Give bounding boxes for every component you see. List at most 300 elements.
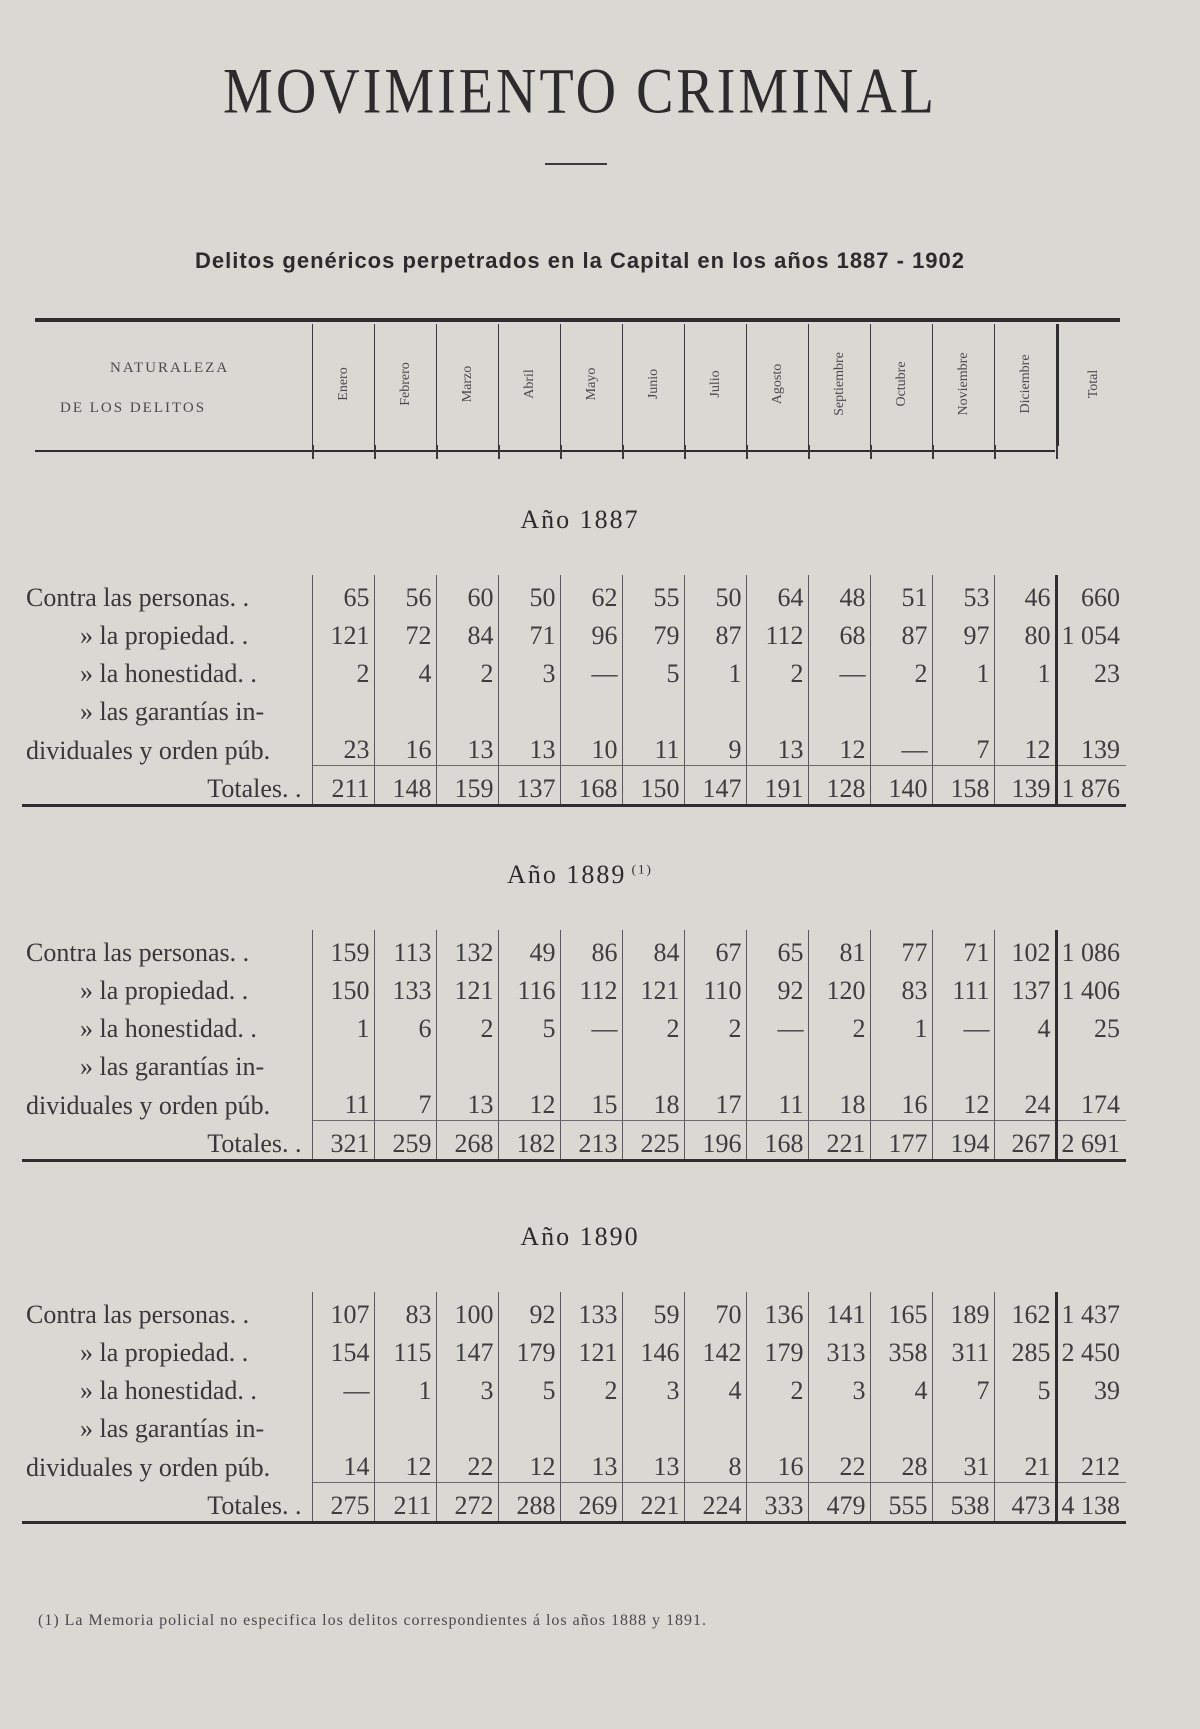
nature-heading-line2: DE LOS DELITOS <box>60 400 207 416</box>
total-cell <box>1056 689 1126 727</box>
month-cell: 65 <box>746 930 808 968</box>
month-cell: 311 <box>932 1330 994 1368</box>
total-cell <box>1056 1044 1126 1082</box>
row-totales <box>22 1121 1126 1161</box>
month-cell: 65 <box>312 575 374 613</box>
row-label: Totales. . <box>22 1121 312 1161</box>
row-label: dividuales y orden púb. <box>22 727 312 766</box>
month-cell: 12 <box>932 1082 994 1121</box>
total-cell <box>1056 1406 1126 1444</box>
month-cell: 83 <box>374 1292 436 1330</box>
month-cell: 479 <box>808 1483 870 1523</box>
month-cell: 162 <box>994 1292 1056 1330</box>
row-label: Contra las personas. . <box>22 575 312 613</box>
month-cell: 3 <box>436 1368 498 1406</box>
month-cell: 121 <box>436 968 498 1006</box>
header-month-label: Diciembre <box>1018 354 1033 414</box>
month-cell: 555 <box>870 1483 932 1523</box>
month-cell: 268 <box>436 1121 498 1161</box>
row-label: » la propiedad. . <box>22 1330 312 1368</box>
month-cell <box>684 1044 746 1082</box>
month-cell: 6 <box>374 1006 436 1044</box>
month-cell: 1 <box>932 651 994 689</box>
row-label: » las garantías in- <box>22 1044 312 1082</box>
month-cell <box>560 1044 622 1082</box>
month-cell: 46 <box>994 575 1056 613</box>
month-cell: 92 <box>498 1292 560 1330</box>
month-cell: 179 <box>498 1330 560 1368</box>
month-cell: 2 <box>808 1006 870 1044</box>
month-cell: 15 <box>560 1082 622 1121</box>
year-table <box>22 575 1126 807</box>
month-cell: 141 <box>808 1292 870 1330</box>
month-cell: 1 <box>374 1368 436 1406</box>
month-cell: 68 <box>808 613 870 651</box>
month-cell: 116 <box>498 968 560 1006</box>
month-cell: 288 <box>498 1483 560 1523</box>
month-cell: 22 <box>436 1444 498 1483</box>
total-cell: 139 <box>1056 727 1126 766</box>
month-cell: 92 <box>746 968 808 1006</box>
month-cell: 2 <box>560 1368 622 1406</box>
row-garantias <box>22 1444 1126 1483</box>
header-total <box>1056 324 1129 446</box>
row-garantias-label <box>22 1044 1126 1082</box>
month-cell: 18 <box>622 1082 684 1121</box>
month-cell: 3 <box>622 1368 684 1406</box>
header-tick <box>994 445 996 459</box>
month-cell: 159 <box>312 930 374 968</box>
month-cell: 80 <box>994 613 1056 651</box>
row-label: dividuales y orden púb. <box>22 1444 312 1483</box>
month-cell: 115 <box>374 1330 436 1368</box>
row-garantias <box>22 727 1126 766</box>
row-propiedad <box>22 968 1126 1006</box>
month-cell: 4 <box>994 1006 1056 1044</box>
row-garantias <box>22 1082 1126 1121</box>
month-cell: 9 <box>684 727 746 766</box>
month-cell: 83 <box>870 968 932 1006</box>
month-cell <box>808 1044 870 1082</box>
header-month <box>932 324 995 446</box>
month-cell: 132 <box>436 930 498 968</box>
month-cell: 2 <box>312 651 374 689</box>
month-cell <box>374 1406 436 1444</box>
month-cell: 221 <box>622 1483 684 1523</box>
header-month <box>498 324 561 446</box>
month-cell <box>560 689 622 727</box>
month-cell: 50 <box>498 575 560 613</box>
header-month <box>994 324 1057 446</box>
month-cell <box>870 1044 932 1082</box>
month-cell: 168 <box>560 766 622 806</box>
month-cell <box>622 689 684 727</box>
month-cell: 269 <box>560 1483 622 1523</box>
row-label: Contra las personas. . <box>22 930 312 968</box>
header-month <box>622 324 685 446</box>
row-personas <box>22 1292 1126 1330</box>
month-cell: 96 <box>560 613 622 651</box>
month-cell: — <box>560 651 622 689</box>
header-month-label: Enero <box>336 367 351 401</box>
month-cell: 2 <box>436 651 498 689</box>
month-cell: 5 <box>498 1368 560 1406</box>
year-heading <box>0 860 1160 890</box>
year-heading <box>0 1222 1160 1252</box>
month-cell: 4 <box>374 651 436 689</box>
month-cell: 5 <box>498 1006 560 1044</box>
month-cell: 13 <box>498 727 560 766</box>
row-label: » la propiedad. . <box>22 613 312 651</box>
month-cell: 56 <box>374 575 436 613</box>
header-month-label: Febrero <box>398 362 413 406</box>
month-cell: 221 <box>808 1121 870 1161</box>
total-cell: 1 437 <box>1056 1292 1126 1330</box>
year-table <box>22 930 1126 1162</box>
month-cell: 211 <box>374 1483 436 1523</box>
month-cell: 10 <box>560 727 622 766</box>
month-cell: 111 <box>932 968 994 1006</box>
month-cell: 3 <box>808 1368 870 1406</box>
month-cell: 110 <box>684 968 746 1006</box>
month-cell: 51 <box>870 575 932 613</box>
month-cell: 538 <box>932 1483 994 1523</box>
header-month <box>746 324 809 446</box>
month-cell: 177 <box>870 1121 932 1161</box>
month-cell: 55 <box>622 575 684 613</box>
header-month-label: Abril <box>522 369 537 399</box>
month-cell: 182 <box>498 1121 560 1161</box>
month-cell: 70 <box>684 1292 746 1330</box>
month-cell <box>312 1406 374 1444</box>
month-cell: 84 <box>436 613 498 651</box>
month-cell: 272 <box>436 1483 498 1523</box>
header-ticks <box>30 445 1120 463</box>
month-cell <box>498 689 560 727</box>
month-cell: 4 <box>684 1368 746 1406</box>
month-cell: 146 <box>622 1330 684 1368</box>
month-cell: 28 <box>870 1444 932 1483</box>
month-cell <box>932 1044 994 1082</box>
header-month <box>870 324 933 446</box>
total-cell: 4 138 <box>1056 1483 1126 1523</box>
month-cell: 150 <box>312 968 374 1006</box>
month-cell: 133 <box>374 968 436 1006</box>
month-cell: 18 <box>808 1082 870 1121</box>
month-cell <box>808 1406 870 1444</box>
month-cell: 87 <box>870 613 932 651</box>
month-cell: 102 <box>994 930 1056 968</box>
month-cell <box>994 1044 1056 1082</box>
total-cell: 23 <box>1056 651 1126 689</box>
month-cell: 121 <box>560 1330 622 1368</box>
month-cell: 473 <box>994 1483 1056 1523</box>
row-garantias-label <box>22 689 1126 727</box>
month-cell: 158 <box>932 766 994 806</box>
month-cell: 121 <box>312 613 374 651</box>
header-tick <box>870 445 872 459</box>
month-cell: 313 <box>808 1330 870 1368</box>
month-cell: 1 <box>312 1006 374 1044</box>
month-cell: 213 <box>560 1121 622 1161</box>
row-label: » las garantías in- <box>22 689 312 727</box>
row-totales <box>22 766 1126 806</box>
month-cell: 333 <box>746 1483 808 1523</box>
month-cell: 7 <box>374 1082 436 1121</box>
month-cell: 13 <box>622 1444 684 1483</box>
month-cell: 2 <box>684 1006 746 1044</box>
month-cell: 77 <box>870 930 932 968</box>
month-cell: 59 <box>622 1292 684 1330</box>
total-cell: 212 <box>1056 1444 1126 1483</box>
month-cell: 121 <box>622 968 684 1006</box>
month-cell: 79 <box>622 613 684 651</box>
month-cell: 2 <box>870 651 932 689</box>
month-cell: 133 <box>560 1292 622 1330</box>
month-cell: 22 <box>808 1444 870 1483</box>
month-cell: 31 <box>932 1444 994 1483</box>
year-table <box>22 1292 1126 1524</box>
header-month <box>808 324 871 446</box>
month-cell: 139 <box>994 766 1056 806</box>
total-cell: 1 054 <box>1056 613 1126 651</box>
month-cell: 165 <box>870 1292 932 1330</box>
month-cell: 1 <box>870 1006 932 1044</box>
row-personas <box>22 575 1126 613</box>
month-cell: 224 <box>684 1483 746 1523</box>
month-cell: 5 <box>994 1368 1056 1406</box>
month-cell: 12 <box>808 727 870 766</box>
month-cell: 2 <box>622 1006 684 1044</box>
header-month <box>374 324 437 446</box>
row-label: Totales. . <box>22 1483 312 1523</box>
month-cell <box>746 1044 808 1082</box>
row-propiedad <box>22 1330 1126 1368</box>
total-cell: 1 876 <box>1056 766 1126 806</box>
month-cell: 87 <box>684 613 746 651</box>
month-cell <box>374 689 436 727</box>
title-rule <box>545 163 607 165</box>
row-honestidad <box>22 1006 1126 1044</box>
month-cell: 97 <box>932 613 994 651</box>
header-tick <box>436 445 438 459</box>
month-cell: 4 <box>870 1368 932 1406</box>
month-cell: 16 <box>746 1444 808 1483</box>
header-month-label: Marzo <box>460 365 475 403</box>
year-heading <box>0 505 1160 535</box>
month-cell: 148 <box>374 766 436 806</box>
month-cell <box>312 1044 374 1082</box>
month-cell: 137 <box>994 968 1056 1006</box>
month-cell: 13 <box>560 1444 622 1483</box>
header-tick <box>374 445 376 459</box>
month-cell: 196 <box>684 1121 746 1161</box>
month-cell: 191 <box>746 766 808 806</box>
month-cell: 23 <box>312 727 374 766</box>
header-month <box>684 324 747 446</box>
month-cell: 21 <box>994 1444 1056 1483</box>
month-cell <box>994 689 1056 727</box>
header-month-label: Julio <box>708 370 723 398</box>
row-label: » las garantías in- <box>22 1406 312 1444</box>
month-cell: 142 <box>684 1330 746 1368</box>
month-cell: 84 <box>622 930 684 968</box>
month-cell: — <box>932 1006 994 1044</box>
month-cell: 13 <box>436 1082 498 1121</box>
month-cell: 225 <box>622 1121 684 1161</box>
year-label: Año 1890 <box>520 1222 640 1251</box>
row-label: » la honestidad. . <box>22 1006 312 1044</box>
month-cell: 11 <box>746 1082 808 1121</box>
month-cell: 14 <box>312 1444 374 1483</box>
month-cell: 53 <box>932 575 994 613</box>
row-label: dividuales y orden púb. <box>22 1082 312 1121</box>
row-propiedad <box>22 613 1126 651</box>
total-cell: 174 <box>1056 1082 1126 1121</box>
total-cell: 1 406 <box>1056 968 1126 1006</box>
month-cell: — <box>808 651 870 689</box>
month-cell: 71 <box>932 930 994 968</box>
month-cell: 2 <box>746 1368 808 1406</box>
month-cell: 147 <box>684 766 746 806</box>
month-cell <box>870 1406 932 1444</box>
month-cell <box>374 1044 436 1082</box>
month-cell: — <box>746 1006 808 1044</box>
header-tick <box>1056 445 1058 459</box>
month-cell: 13 <box>746 727 808 766</box>
month-cell: 16 <box>374 727 436 766</box>
row-label: » la honestidad. . <box>22 651 312 689</box>
header-tick <box>746 445 748 459</box>
month-cell: 137 <box>498 766 560 806</box>
month-cell: 12 <box>994 727 1056 766</box>
month-cell: 150 <box>622 766 684 806</box>
month-cell: 147 <box>436 1330 498 1368</box>
month-cell: 12 <box>498 1082 560 1121</box>
month-cell: 140 <box>870 766 932 806</box>
month-cell: 12 <box>374 1444 436 1483</box>
month-cell <box>746 1406 808 1444</box>
month-cell: 50 <box>684 575 746 613</box>
month-cell: 154 <box>312 1330 374 1368</box>
month-cell <box>436 689 498 727</box>
month-cell: 86 <box>560 930 622 968</box>
row-label: Contra las personas. . <box>22 1292 312 1330</box>
row-label: » la honestidad. . <box>22 1368 312 1406</box>
month-cell: 168 <box>746 1121 808 1161</box>
month-cell <box>436 1044 498 1082</box>
table-header <box>30 318 1120 458</box>
month-cell: 81 <box>808 930 870 968</box>
month-cell: 211 <box>312 766 374 806</box>
header-month-label: Agosto <box>770 363 785 405</box>
month-cell <box>808 689 870 727</box>
month-cell: 72 <box>374 613 436 651</box>
header-month-label: Total <box>1086 369 1101 399</box>
month-cell <box>932 1406 994 1444</box>
month-cell: 3 <box>498 651 560 689</box>
month-cell: 7 <box>932 727 994 766</box>
month-cell <box>498 1406 560 1444</box>
month-cell: 100 <box>436 1292 498 1330</box>
header-month <box>560 324 623 446</box>
month-cell <box>436 1406 498 1444</box>
month-cell: 12 <box>498 1444 560 1483</box>
month-cell <box>312 689 374 727</box>
month-cell: 285 <box>994 1330 1056 1368</box>
month-cell: 112 <box>560 968 622 1006</box>
month-cell <box>622 1044 684 1082</box>
month-cell <box>994 1406 1056 1444</box>
month-cell: 189 <box>932 1292 994 1330</box>
month-cell: 2 <box>436 1006 498 1044</box>
header-month <box>312 324 375 446</box>
month-cell: 11 <box>622 727 684 766</box>
year-label: Año 1887 <box>520 505 640 534</box>
month-cell: 275 <box>312 1483 374 1523</box>
header-tick <box>684 445 686 459</box>
month-cell: 107 <box>312 1292 374 1330</box>
month-cell: 13 <box>436 727 498 766</box>
month-cell: 67 <box>684 930 746 968</box>
nature-heading-line1: NATURALEZA <box>110 360 230 376</box>
month-cell: 1 <box>684 651 746 689</box>
month-cell: 113 <box>374 930 436 968</box>
month-cell: — <box>560 1006 622 1044</box>
month-cell: 5 <box>622 651 684 689</box>
month-cell: 17 <box>684 1082 746 1121</box>
header-month-label: Octubre <box>894 361 909 407</box>
header-tick <box>498 445 500 459</box>
month-cell: 24 <box>994 1082 1056 1121</box>
month-cell: 11 <box>312 1082 374 1121</box>
month-cell: 7 <box>932 1368 994 1406</box>
month-cell: 259 <box>374 1121 436 1161</box>
month-cell: 267 <box>994 1121 1056 1161</box>
month-cell: 128 <box>808 766 870 806</box>
row-garantias-label <box>22 1406 1126 1444</box>
page-title: MOVIMIENTO CRIMINAL <box>223 56 937 128</box>
month-cell: — <box>870 727 932 766</box>
month-cell: 48 <box>808 575 870 613</box>
footnote: (1) La Memoria policial no especifica los delitos correspondientes á los años 1888 y 1891. <box>38 1612 707 1629</box>
header-tick <box>932 445 934 459</box>
total-cell: 25 <box>1056 1006 1126 1044</box>
header-month-label: Junio <box>646 368 661 400</box>
row-label: » la propiedad. . <box>22 968 312 1006</box>
month-cell <box>560 1406 622 1444</box>
total-cell: 2 450 <box>1056 1330 1126 1368</box>
month-cell: 120 <box>808 968 870 1006</box>
month-cell: — <box>312 1368 374 1406</box>
month-cell: 179 <box>746 1330 808 1368</box>
month-cell: 159 <box>436 766 498 806</box>
row-honestidad <box>22 1368 1126 1406</box>
month-cell: 64 <box>746 575 808 613</box>
total-cell: 1 086 <box>1056 930 1126 968</box>
header-rule-top <box>35 318 1120 322</box>
month-cell: 358 <box>870 1330 932 1368</box>
total-cell: 39 <box>1056 1368 1126 1406</box>
month-cell <box>622 1406 684 1444</box>
footnote-marker: (1) <box>626 861 653 877</box>
month-cell: 16 <box>870 1082 932 1121</box>
row-personas <box>22 930 1126 968</box>
month-cell <box>746 689 808 727</box>
total-cell: 660 <box>1056 575 1126 613</box>
header-month-label: Septiembre <box>832 352 847 416</box>
row-totales <box>22 1483 1126 1523</box>
